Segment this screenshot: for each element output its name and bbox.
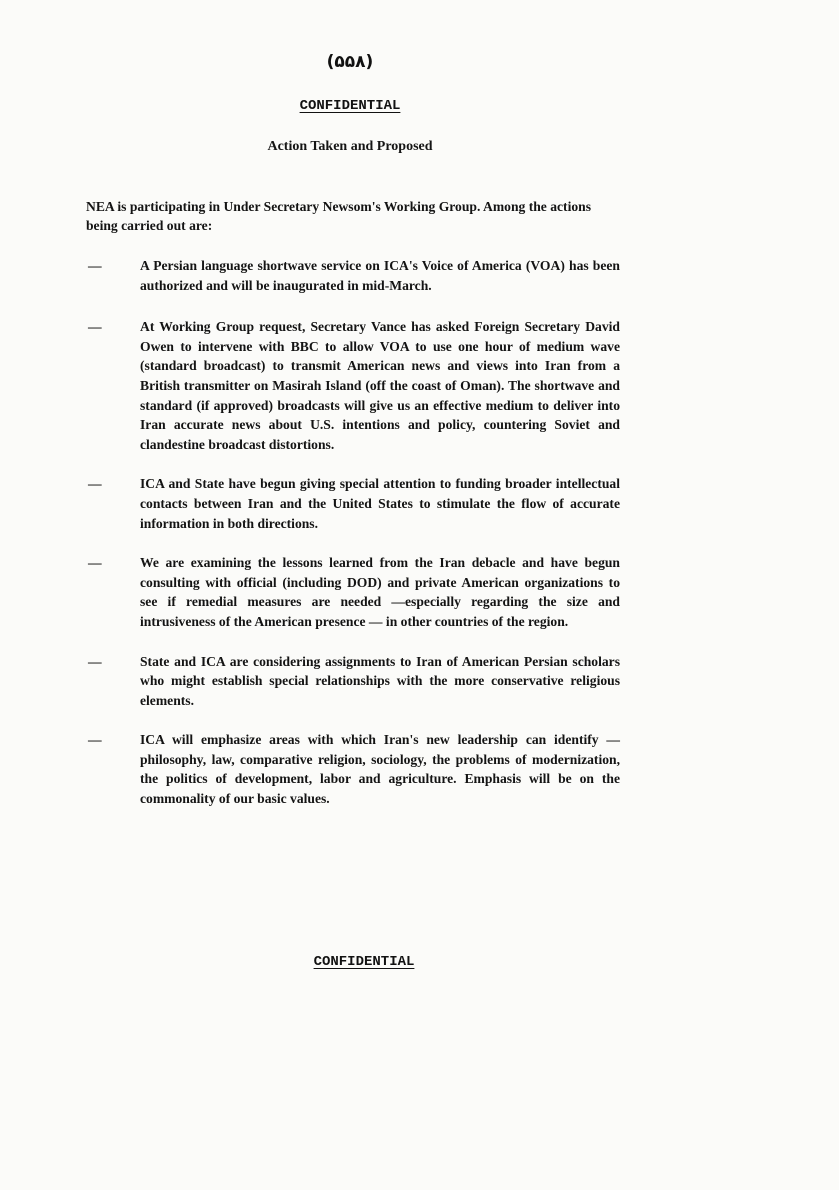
page-number: (۵۵۸) bbox=[326, 52, 374, 72]
list-item-text: State and ICA are considering assignments to Iran of American Persian scholars who might establish special relationships with the more conservative religious elements. bbox=[140, 653, 620, 708]
list-item bbox=[84, 317, 624, 454]
list-item-text: A Persian language shortwave service on ICA's Voice of America (VOA) has been authorized and will be inaugurated in mid-March. bbox=[140, 258, 620, 293]
section-title: Action Taken and Proposed bbox=[267, 139, 433, 154]
dash-bullet: — bbox=[88, 319, 102, 335]
list-item bbox=[84, 256, 624, 295]
list-item-text: ICA and State have begun giving special attention to funding broader intellectual contacts between Iran and the United States to stimulate the flow of accurate information in both directions. bbox=[140, 476, 620, 531]
list-item-text: We are examining the lessons learned from the Iran debacle and have begun consulting with official (including DOD) and private American organizations to see if remedial measures are needed —especially regarding the size and intrusiveness of the American presence — in other countries of the region. bbox=[140, 555, 620, 629]
intro-paragraph: NEA is participating in Under Secretary Newsom's Working Group. Among the actions being carried out are: bbox=[86, 199, 592, 233]
dash-bullet: — bbox=[88, 732, 102, 748]
dash-bullet: — bbox=[88, 555, 102, 571]
classification-footer: CONFIDENTIAL bbox=[313, 954, 415, 970]
list-item-text: At Working Group request, Secretary Vance has asked Foreign Secretary David Owen to intervene with BBC to allow VOA to use one hour of medium wave (standard broadcast) to transmit American news and views into Iran from a British transmitter on Masirah Island (off the coast of Oman). The shortwave and standard (if approved) broadcasts will give us an effective medium to deliver into Iran accurate news about U.S. intentions and policy, countering Soviet and clandestine broadcast distortions. bbox=[140, 319, 620, 452]
list-item bbox=[84, 553, 624, 631]
list-item bbox=[84, 730, 624, 808]
list-item-text: ICA will emphasize areas with which Iran's new leadership can identify —philosophy, law, comparative religion, sociology, the problems of modernization, the politics of development, labor and agriculture. Emphasis will be on the commonality of our basic values. bbox=[140, 732, 620, 807]
action-list bbox=[84, 256, 624, 809]
list-item bbox=[84, 474, 624, 533]
classification-header: CONFIDENTIAL bbox=[299, 98, 401, 114]
dash-bullet: — bbox=[88, 476, 102, 492]
dash-bullet: — bbox=[88, 653, 102, 669]
dash-bullet: — bbox=[88, 258, 102, 273]
list-item bbox=[84, 652, 624, 711]
